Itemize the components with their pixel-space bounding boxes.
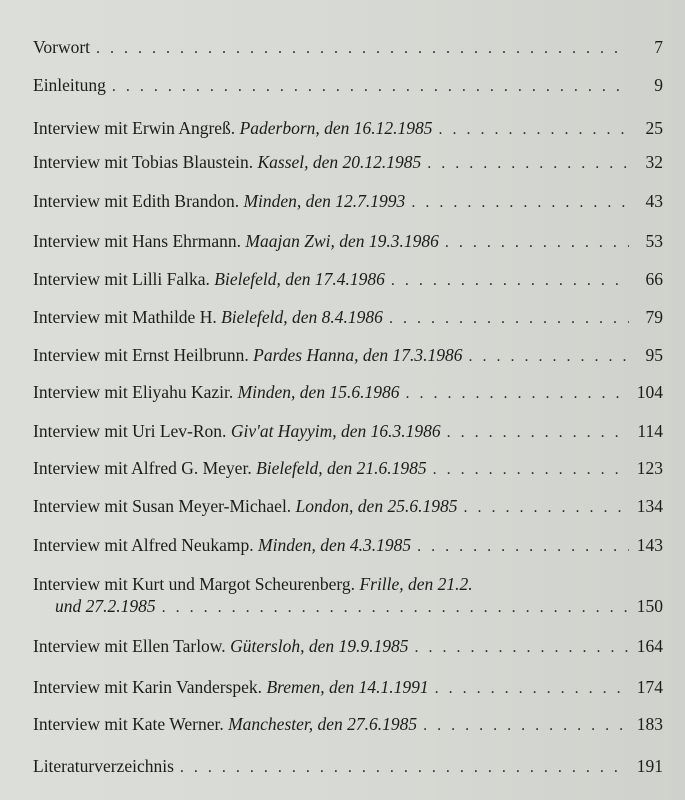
toc-entry[interactable] [33, 495, 663, 519]
toc-entry-title: Interview mit Ellen Tarlow. Gütersloh, den 19.9.1985 [33, 636, 409, 656]
toc-entry-place-continued: und 27.2.1985 [55, 596, 156, 616]
toc-page-number: 32 [645, 152, 663, 172]
dot-leader [180, 757, 629, 779]
toc-entry-place: Manchester, den 27.6.1985 [228, 714, 418, 734]
toc-page-number: 7 [654, 37, 663, 57]
dot-leader [423, 715, 629, 737]
toc-page-number: 104 [636, 382, 663, 402]
toc-entry-place: Frille, den 21.2. [359, 574, 473, 594]
toc-entry-multiline[interactable] [33, 573, 663, 619]
toc-page-number: 191 [636, 756, 663, 776]
toc-entry-place: Giv'at Hayyim, den 16.3.1986 [230, 421, 441, 441]
toc-entry[interactable] [33, 117, 663, 141]
toc-entry[interactable] [33, 36, 663, 60]
toc-entry-title: Interview mit Kurt und Margot Scheurenberg. Frille, den 21.2. [33, 574, 473, 594]
toc-entry-title: Interview mit Alfred G. Meyer. Bielefeld, den 21.6.1985 [33, 458, 427, 478]
dot-leader [112, 76, 629, 98]
toc-entry-place: Minden, den 4.3.1985 [258, 535, 412, 555]
dot-leader [427, 153, 629, 175]
toc-entry-place: Kassel, den 20.12.1985 [257, 152, 422, 172]
toc-entry-place: Minden, den 15.6.1986 [237, 382, 400, 402]
dot-leader [389, 308, 629, 330]
toc-entry-title: Interview mit Susan Meyer-Michael. London, den 25.6.1985 [33, 496, 458, 516]
toc-entry-place: Gütersloh, den 19.9.1985 [230, 636, 409, 656]
dot-leader [411, 192, 629, 214]
toc-entry-place: London, den 25.6.1985 [295, 496, 458, 516]
toc-entry-title: Vorwort [33, 37, 91, 57]
toc-entry-title: Interview mit Eliyahu Kazir. Minden, den 15.6.1986 [33, 382, 400, 402]
toc-entry-place: Bielefeld, den 8.4.1986 [221, 307, 383, 327]
toc-entry-title: Interview mit Edith Brandon. Minden, den 12.7.1993 [33, 191, 406, 211]
dot-leader [96, 38, 629, 60]
toc-entry-title: Einleitung [33, 75, 106, 95]
dot-leader [435, 678, 629, 700]
toc-entry-place: Pardes Hanna, den 17.3.1986 [253, 345, 463, 365]
toc-entry[interactable] [33, 381, 663, 405]
toc-page-number: 183 [636, 714, 663, 734]
toc-entry-title: Literaturverzeichnis [33, 756, 174, 776]
toc-entry[interactable] [33, 74, 663, 98]
toc-entry-title: Interview mit Tobias Blaustein. Kassel, den 20.12.1985 [33, 152, 422, 172]
toc-page-number: 9 [654, 75, 663, 95]
toc-entry[interactable] [33, 457, 663, 481]
toc-entry-title: Interview mit Uri Lev-Ron. Giv'at Hayyim, den 16.3.1986 [33, 421, 441, 441]
toc-entry-title: Interview mit Mathilde H. Bielefeld, den 8.4.1986 [33, 307, 383, 327]
toc-entry[interactable] [33, 676, 663, 700]
toc-entry[interactable] [33, 151, 663, 175]
toc-entry[interactable] [33, 635, 663, 659]
toc-page-number: 25 [645, 118, 663, 138]
toc-entry[interactable] [33, 755, 663, 779]
toc-entry-title: Interview mit Karin Vanderspek. Bremen, den 14.1.1991 [33, 677, 429, 697]
dot-leader [391, 270, 629, 292]
toc-entry-title: Interview mit Kate Werner. Manchester, den 27.6.1985 [33, 714, 418, 734]
toc-page-number: 143 [636, 535, 663, 555]
toc-entry-title: Interview mit Erwin Angreß. Paderborn, den 16.12.1985 [33, 118, 433, 138]
dot-leader [463, 497, 629, 519]
dot-leader [439, 119, 629, 141]
toc-page-number: 164 [636, 636, 663, 656]
toc-entry-place: Bielefeld, den 21.6.1985 [256, 458, 427, 478]
dot-leader [469, 346, 629, 368]
toc-page-number: 95 [645, 345, 663, 365]
toc-entry-place: Bielefeld, den 17.4.1986 [214, 269, 385, 289]
dot-leader [162, 597, 629, 619]
toc-entry[interactable] [33, 344, 663, 368]
toc-page-number: 174 [636, 677, 663, 697]
toc-entry[interactable] [33, 190, 663, 214]
dot-leader [447, 422, 629, 444]
toc-entry-title: Interview mit Alfred Neukamp. Minden, den 4.3.1985 [33, 535, 412, 555]
toc-entry[interactable] [33, 534, 663, 558]
toc-page-number: 134 [636, 496, 663, 516]
toc-page-number: 114 [637, 421, 663, 441]
toc-entry[interactable] [33, 268, 663, 292]
dot-leader [414, 637, 629, 659]
toc-page-number: 150 [636, 596, 663, 616]
toc-entry-title: Interview mit Ernst Heilbrunn. Pardes Hanna, den 17.3.1986 [33, 345, 463, 365]
toc-entry-title: Interview mit Hans Ehrmann. Maajan Zwi, den 19.3.1986 [33, 231, 439, 251]
toc-page-number: 66 [645, 269, 663, 289]
toc-entry-place: Maajan Zwi, den 19.3.1986 [245, 231, 439, 251]
dot-leader [445, 232, 629, 254]
toc-entry-place: Paderborn, den 16.12.1985 [239, 118, 433, 138]
toc-entry[interactable] [33, 306, 663, 330]
toc-page-number: 53 [645, 231, 663, 251]
dot-leader [405, 383, 629, 405]
toc-entry-place: Bremen, den 14.1.1991 [266, 677, 429, 697]
toc-entry-place: Minden, den 12.7.1993 [243, 191, 406, 211]
toc-entry[interactable] [33, 230, 663, 254]
toc-page-number: 123 [636, 458, 663, 478]
toc-entry[interactable] [33, 713, 663, 737]
dot-leader [433, 459, 629, 481]
dot-leader [417, 536, 629, 558]
toc-page-number: 43 [645, 191, 663, 211]
toc-entry[interactable] [33, 420, 663, 444]
toc-page-number: 79 [645, 307, 663, 327]
toc-entry-title: Interview mit Lilli Falka. Bielefeld, den 17.4.1986 [33, 269, 385, 289]
